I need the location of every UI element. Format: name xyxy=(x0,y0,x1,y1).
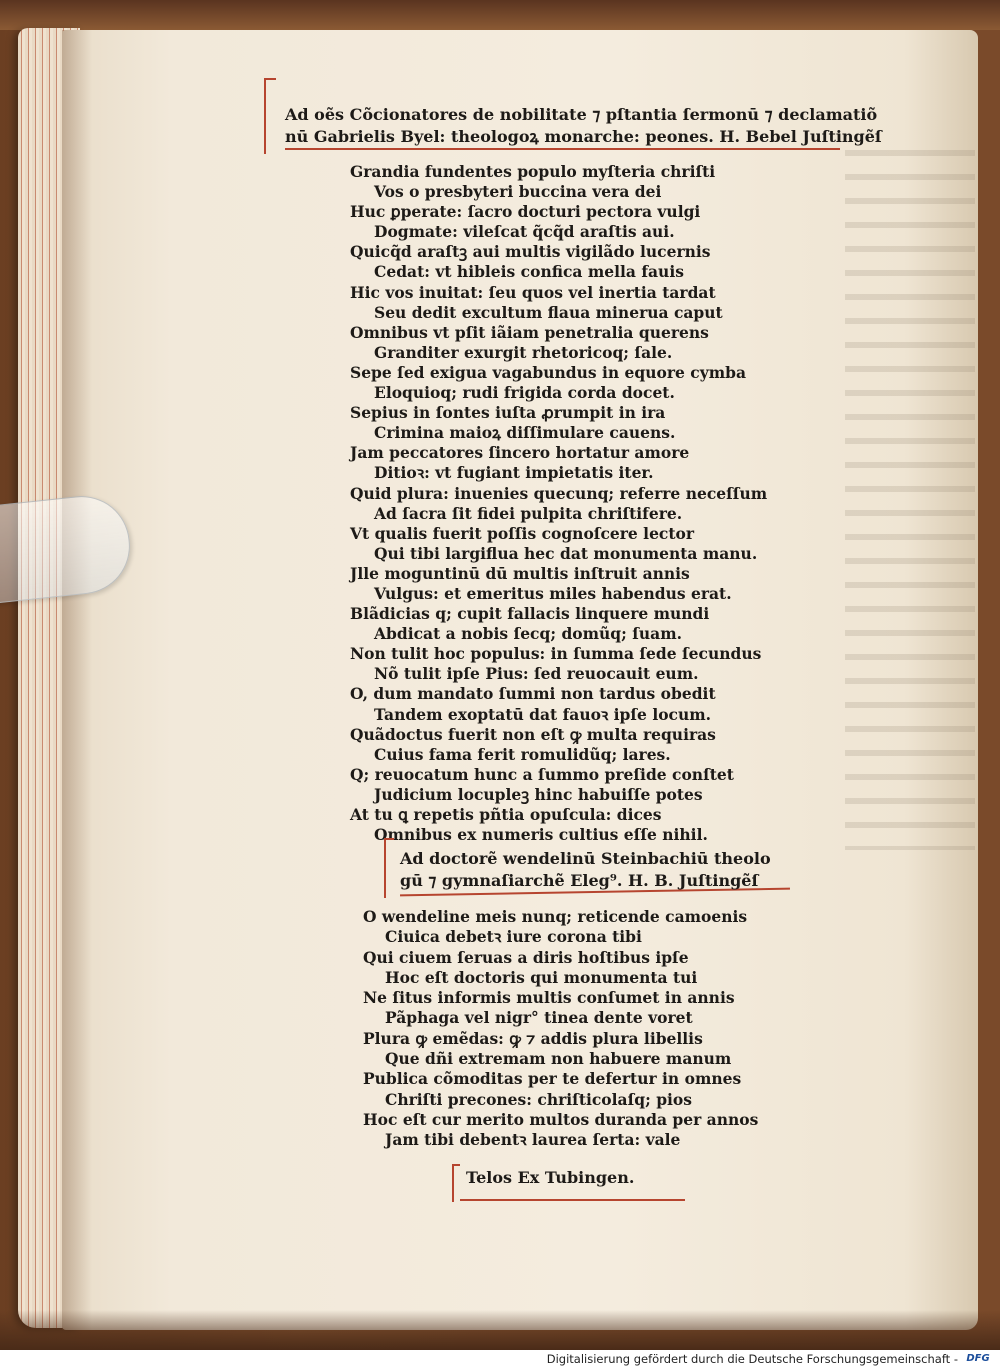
verse-line: Cedat: vt hibleis confica mella fauis xyxy=(374,262,684,282)
verse-line: Vulgus: et emeritus miles habendus erat. xyxy=(374,583,732,603)
heading2-line: Ad doctorẽ wendelinū Steinbachiū theolo xyxy=(400,849,771,868)
poem-elegy-gabriel-biel xyxy=(350,162,810,845)
heading-dedication xyxy=(285,104,882,148)
verse-line: Quãdoctus fuerit non eſt ꝙ multa requiras xyxy=(350,724,716,744)
colophon: Telos Ex Tubingen. xyxy=(466,1168,635,1187)
footer-bar xyxy=(0,1350,1000,1367)
verse-line: Hoc eſt doctoris qui monumenta tui xyxy=(385,967,698,987)
verse-line: Quicq̃d araſtꝫ aui multis vigilãdo lucernis xyxy=(350,242,711,262)
poem-elegy-wendelin xyxy=(363,907,823,1151)
heading-dedication-wendelin xyxy=(400,848,780,892)
verse-line: Omnibus vt pſit iãiam penetralia querens xyxy=(350,322,709,342)
show-through-text xyxy=(845,150,975,850)
verse-line: Jam tibi debentꝛ laurea ſerta: vale xyxy=(385,1130,681,1150)
verse-line: Abdicat a nobis ſecq; domũq; ſuam. xyxy=(374,624,683,644)
verse-line: Quid plura: inuenies quecunq; referre neceſſum xyxy=(350,483,768,503)
verse-line: Vos o presbyteri buccina vera dei xyxy=(374,182,662,202)
page-gutter-shadow xyxy=(62,30,92,1330)
verse-line: Hic vos inuitat: ſeu quos vel inertia tardat xyxy=(350,282,716,302)
heading-line: nū Gabrielis Byel: theologoꝝ monarche: peones. H. Bebel Juſtingẽſ xyxy=(285,127,882,146)
verse-line: Plura ꝙ emẽdas: ꝙ ⁊ addis plura libellis xyxy=(363,1028,703,1048)
colophon-rubric-line xyxy=(460,1199,685,1201)
verse-line: O wendeline meis nunq; reticende camoenis xyxy=(363,907,748,926)
verse-line: Tandem exoptatū dat fauoꝛ ipſe locum. xyxy=(374,704,712,724)
verse-line: Non tulit hoc populus: in ſumma ſede ſecundus xyxy=(350,644,762,664)
verse-line: Nõ tulit ipſe Pius: ſed reuocauit eum. xyxy=(374,664,699,684)
funding-credit: Digitalisierung gefördert durch die Deutsche Forschungsgemeinschaft - xyxy=(546,1352,958,1366)
verse-line: Qui tibi largiflua hec dat monumenta manu. xyxy=(374,543,758,563)
verse-line: Qui ciuem ſeruas a diris hoſtibus ipſe xyxy=(363,947,689,967)
verse-line: Cuius fama ferit romulidũq; lares. xyxy=(374,744,671,764)
verse-line: Ad ſacra ſit fidei pulpita chriſtifere. xyxy=(374,503,683,523)
dfg-logo: DFG xyxy=(966,1353,990,1364)
heading-rubric-mark xyxy=(264,78,276,154)
verse-line: Blãdicias q; cupit fallacis linquere mundi xyxy=(350,604,710,624)
verse-line: Huc ꝑperate: ſacro docturi pectora vulgi xyxy=(350,202,701,222)
verse-line: Seu dedit excultum flaua minerua caput xyxy=(374,302,723,322)
verse-line: Eloquioq; rudi frigida corda docet. xyxy=(374,383,675,403)
verse-line: Omnibus ex numeris cultius eſſe nihil. xyxy=(374,825,708,845)
verse-line: Que dñi extremam non habuere manum xyxy=(385,1049,732,1069)
verse-line: Sepius in ſontes iuſta ꝓrumpit in ira xyxy=(350,403,666,423)
heading-line: Ad oẽs Cõcionatores de nobilitate ⁊ pſtantia ſermonū ⁊ declamatiõ xyxy=(285,105,878,124)
verse-line: Chriſti precones: chriſticolaſq; pios xyxy=(385,1089,692,1109)
verse-line: Crimina maioꝝ diſſimulare cauens. xyxy=(374,423,676,443)
binding-bottom-shadow xyxy=(0,1310,1000,1350)
verse-line: Publica cõmoditas per te defertur in omnes xyxy=(363,1069,742,1089)
verse-line: At tu ꝗ repetis pñtia opuſcula: dices xyxy=(350,805,662,824)
verse-line: Pãphaga vel nigr° tinea dente voret xyxy=(385,1008,693,1028)
heading2-rubric-mark xyxy=(384,838,394,898)
verse-line: Dogmate: vileſcat q̃cq̃d araſtis aui. xyxy=(374,222,675,242)
verse-line: Sepe ſed exigua vagabundus in equore cymba xyxy=(350,362,746,382)
heading-rubric-line xyxy=(285,148,840,150)
verse-line: Jlle moguntinū dū multis inſtruit annis xyxy=(350,563,690,583)
binding-top-edge xyxy=(0,0,1000,30)
verse-line: Q; reuocatum hunc a ſummo preſide conſtet xyxy=(350,764,734,784)
verse-line: Ditioꝛ: vt fugiant impietatis iter. xyxy=(374,463,654,483)
verse-line: Grandia fundentes populo myſteria chriſti xyxy=(350,162,716,181)
colophon-rubric-mark xyxy=(452,1164,460,1202)
verse-line: Vt qualis fuerit poſſis cognoſcere lector xyxy=(350,523,695,543)
verse-line: Jam peccatores ſincero hortatur amore xyxy=(350,443,690,463)
verse-line: Hoc eſt cur merito multos duranda per annos xyxy=(363,1109,759,1129)
heading2-line: gū ⁊ gymnaſiarchẽ Eleg⁹. H. B. Juſtingẽſ xyxy=(400,871,759,890)
verse-line: O, dum mandato ſummi non tardus obedit xyxy=(350,684,716,704)
verse-line: Ciuica debetꝛ iure corona tibi xyxy=(385,927,642,947)
verse-line: Granditer exurgit rhetoricoq; ſale. xyxy=(374,342,673,362)
verse-line: Ne ſitus informis multis conſumet in annis xyxy=(363,988,735,1008)
verse-line: Judicium locupleꝫ hinc habuiſſe potes xyxy=(374,784,703,804)
